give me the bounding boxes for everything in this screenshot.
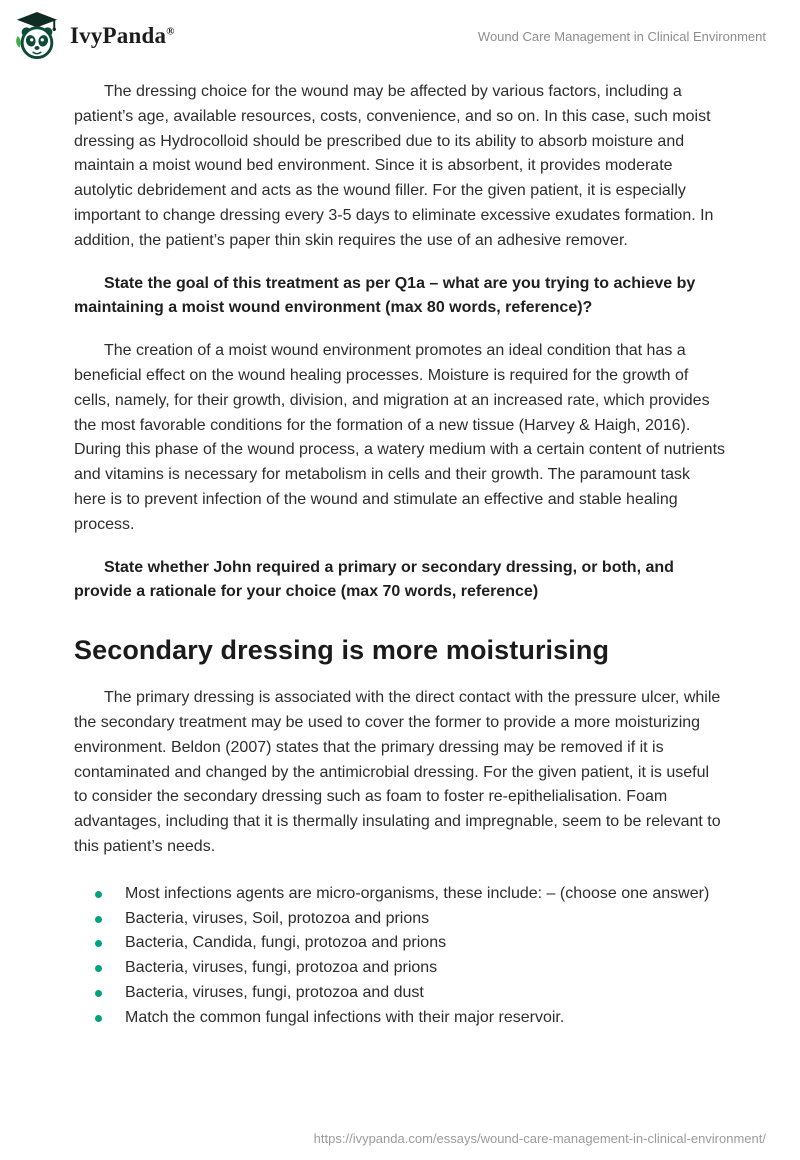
ivypanda-panda-icon: [14, 11, 60, 61]
registered-mark: ®: [166, 25, 175, 38]
answer-options-list: [74, 882, 726, 1031]
section-heading-secondary-dressing: Secondary dressing is more moisturising: [74, 635, 610, 666]
paragraph-dressing-choice: The dressing choice for the wound may be affected by various factors, including a patient’s age, available resources, costs, convenience, and so on. In this case, such moist dressing as Hydrocolloid should be prescribed due to its ability to absorb moisture and maintain a moist wound bed environment. Since it is absorbent, it provides moderate autolytic debridement and acts as the wound filler. For the given patient, it is especially important to change dressing every 3-5 days to eliminate excessive exudates formation. In addition, the patient’s paper thin skin requires the use of an adhesive remover.: [74, 83, 714, 249]
source-url: https://ivypanda.com/essays/wound-care-management-in-clinical-environment/: [313, 1131, 766, 1146]
list-item: Bacteria, viruses, fungi, protozoa and dust: [74, 981, 726, 1006]
list-item: Bacteria, viruses, fungi, protozoa and prions: [74, 956, 726, 981]
question-primary-secondary: State whether John required a primary or secondary dressing, or both, and provide a rationale for your choice (max 70 words, reference): [74, 558, 674, 601]
question-treatment-goal: State the goal of this treatment as per Q1a – what are you trying to achieve by maintaining a moist wound environment (max 80 words, reference)?: [74, 274, 696, 317]
essay-body: [74, 80, 726, 1031]
paragraph-moist-environment: The creation of a moist wound environment promotes an ideal condition that has a beneficial effect on the wound healing processes. Moisture is required for the growth of cells, namely, for their growth, division, and migration at an increased rate, which provides the most favorable conditions for the formation of a new tissue (Harvey & Haigh, 2016). During this phase of the wound process, a watery medium with a certain content of nutrients and vitamins is necessary for metabolism in cells and their growth. The paramount task here is to prevent infection of the wound and stimulate an effective and stable healing process.: [74, 342, 726, 533]
document-title: Wound Care Management in Clinical Environment: [477, 28, 766, 44]
list-item: Bacteria, Candida, fungi, protozoa and prions: [74, 931, 726, 956]
paragraph-primary-dressing: The primary dressing is associated with the direct contact with the pressure ulcer, while the secondary treatment may be used to cover the former to provide a more moisturizing environment. Beldon (2007) states that the primary dressing may be removed if it is contaminated and changed by the antimicrobial dressing. For the given patient, it is useful to consider the secondary dressing such as foam to foster re-epithelialisation. Foam advantages, including that it is thermally insulating and impregnable, seem to be relevant to this patient’s needs.: [74, 689, 721, 855]
list-item: Most infections agents are micro-organisms, these include: – (choose one answer): [74, 882, 726, 907]
ivypanda-logo[interactable]: [14, 11, 175, 61]
list-item: Match the common fungal infections with their major reservoir.: [74, 1006, 726, 1031]
list-item: Bacteria, viruses, Soil, protozoa and prions: [74, 907, 726, 932]
brand-name: IvyPanda®: [70, 23, 175, 48]
page-header: [0, 0, 800, 62]
